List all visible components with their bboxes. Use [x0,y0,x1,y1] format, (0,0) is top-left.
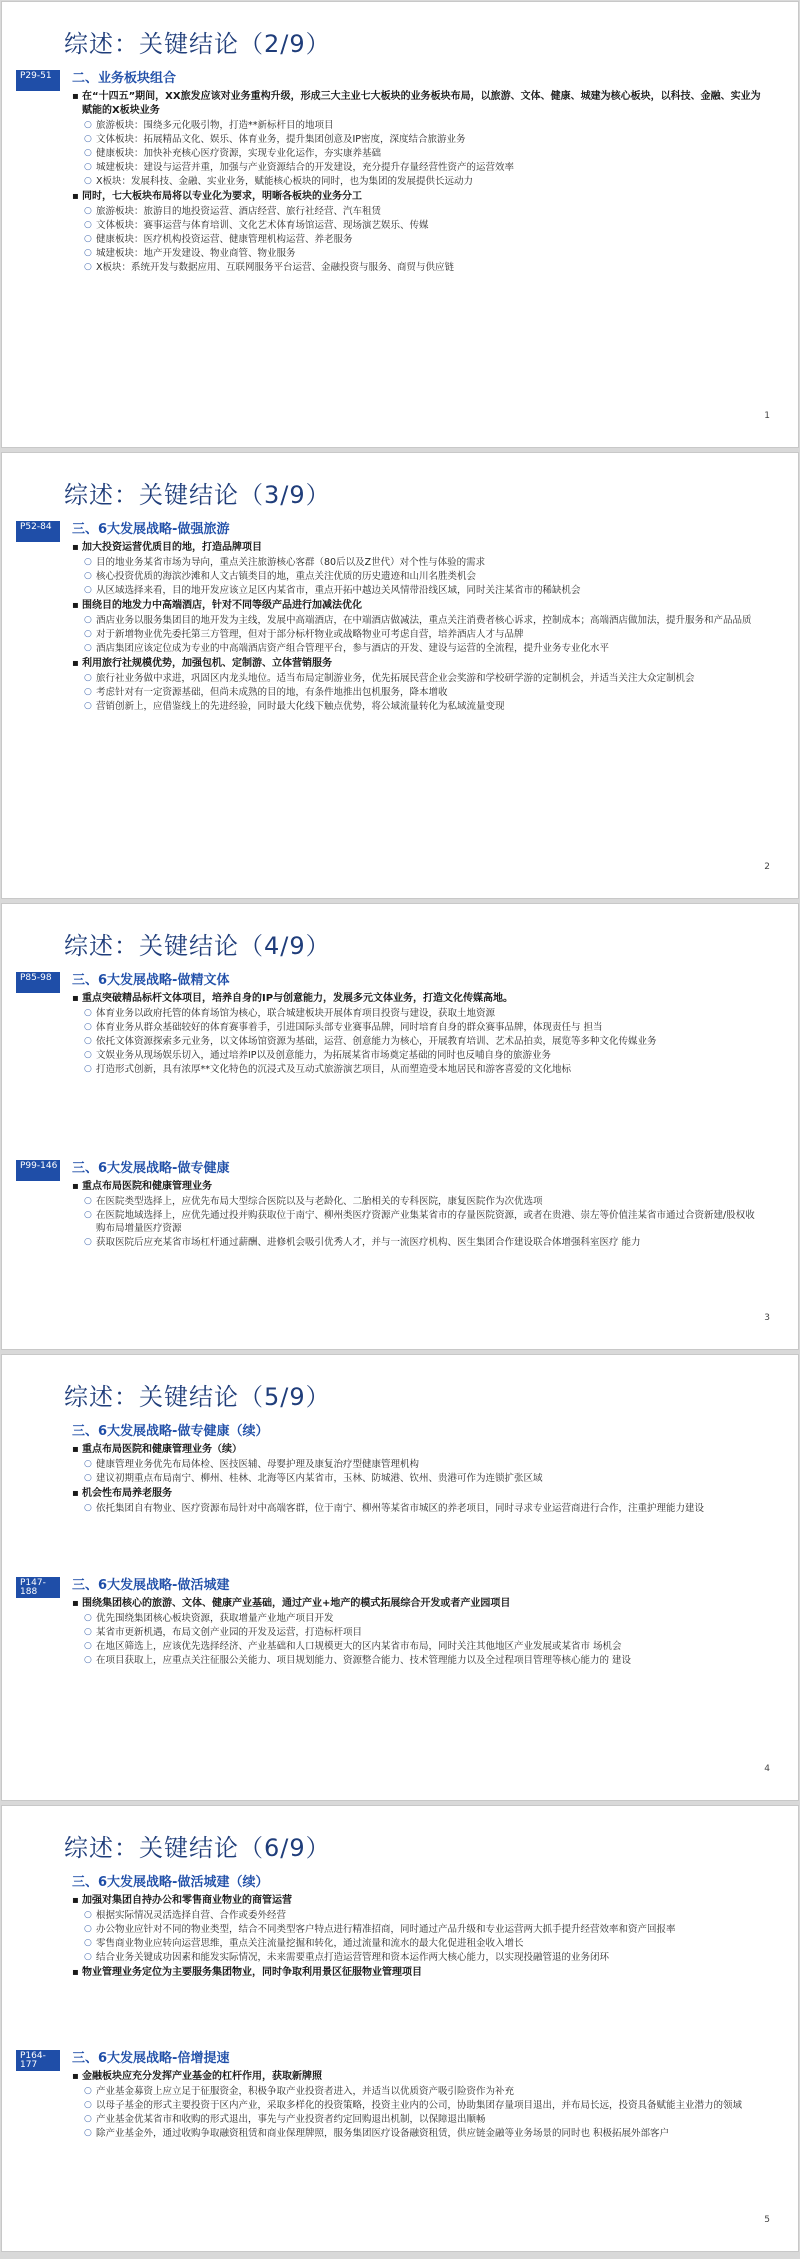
key-point [72,2070,762,2140]
key-points [72,90,762,274]
key-point [72,1180,762,1249]
slide-title: 综述：关键结论（5/9） [64,1383,331,1411]
section [2,2050,798,2141]
section-heading: 三、6大发展战略-做强旅游 [72,522,230,537]
page-range-tag: P85-98 [16,972,60,993]
sub-point: ○ 在项目获取上，应重点关注征服公关能力、项目规划能力、资源整合能力、技术管理能力以及全过程项目管理等核心能力的 建设 [82,1654,762,1667]
sub-point: ○ X板块：发展科技、金融、实业业务，赋能核心板块的同时，也为集团的发展提供长远动力 [82,175,762,188]
key-point [72,541,762,597]
key-point-text: 重点突破精品标杆文体项目，培养自身的IP与创意能力，发展多元文体业务，打造文化传媒高地。 [82,993,514,1004]
key-point [72,657,762,713]
key-point-text: 利用旅行社规模优势，加强包机、定制游、立体营销服务 [82,658,332,669]
slide [2,2,798,447]
key-points [72,992,762,1076]
key-point [72,1597,762,1667]
key-point-text: 物业管理业务定位为主要服务集团物业，同时争取利用景区征服物业管理项目 [82,1967,422,1978]
key-point-text: 加大投资运营优质目的地，打造品牌项目 [82,542,262,553]
section [2,521,798,714]
key-points [72,1443,762,1515]
slide-title: 综述：关键结论（4/9） [64,932,331,960]
section-heading: 三、6大发展战略-做活城建 [72,1578,230,1593]
sub-point: ○ 优先围绕集团核心板块资源，获取增量产业地产项目开发 [82,1612,762,1625]
section [2,1577,798,1668]
sub-point: ○ 建议初期重点布局南宁、柳州、桂林、北海等区内某省市，玉林、防城港、钦州、贵港可作为连锁扩张区域 [82,1472,762,1485]
sub-point: ○ 对于新增物业优先委托第三方管理，但对于部分标杆物业或战略物业可考虑自营，培养酒店人才与品牌 [82,628,762,641]
sub-point: ○ 产业基金优某省市和收购的形式退出，事先与产业投资者约定回购退出机制，以保障退出顺畅 [82,2113,762,2126]
key-points [72,2070,762,2140]
key-point-text: 在“十四五”期间，XX旅发应该对业务重构升级，形成三大主业七大板块的业务板块布局，以旅游、文体、健康、城建为核心板块，以科技、金融、实业为赋能的X板块业务 [82,91,761,116]
key-point-text: 围绕集团核心的旅游、文体、健康产业基础，通过产业+地产的模式拓展综合开发或者产业园项目 [82,1598,511,1609]
key-points [72,1180,762,1249]
sub-point: ○ 根据实际情况灵活选择自营、合作或委外经营 [82,1909,762,1922]
sub-point: ○ 健康板块：医疗机构投资运营、健康管理机构运营、养老服务 [82,233,762,246]
sub-point: ○ X板块：系统开发与数据应用、互联网服务平台运营、金融投资与服务、商贸与供应链 [82,261,762,274]
section-heading: 三、6大发展战略-做活城建（续） [72,1875,269,1890]
sub-point: ○ 在医院地域选择上，应优先通过投并购获取位于南宁、柳州类医疗资源产业集某省市的存量医院资源，或者在贵港、崇左等价值洼某省市通过合资新建/股权收购布局增量医疗资源 [82,1209,762,1235]
section-heading: 三、6大发展战略-倍增提速 [72,2051,230,2066]
sub-point: ○ 健康管理业务优先布局体检、医技医辅、母婴护理及康复治疗型健康管理机构 [82,1458,762,1471]
sub-point: ○ 健康板块：加快补充核心医疗资源，实现专业化运作，夯实康养基础 [82,147,762,160]
key-point [72,1894,762,1964]
sub-point: ○ 某省市更新机遇，布局文创产业园的开发及运营，打造标杆项目 [82,1626,762,1639]
sub-points [82,119,762,188]
section-heading: 二、业务板块组合 [72,71,177,86]
sub-point: ○ 除产业基金外，通过收购争取融资租赁和商业保理牌照，服务集团医疗设备融资租赁，供应链金融等业务场景的同时也 积极拓展外部客户 [82,2127,762,2140]
sub-point: ○ 文娱业务从现场娱乐切入，通过培养IP以及创意能力，为拓展某省市场奠定基础的同时也反哺自身的旅游业务 [82,1049,762,1062]
sub-point: ○ 酒店集团应该定位成为专业的中高端酒店资产组合管理平台，参与酒店的开发、建设与运营的全流程，提升业务专业化水平 [82,642,762,655]
sub-points [82,1502,762,1515]
page-range-tag: P164-177 [16,2050,60,2071]
sub-point: ○ 在医院类型选择上，应优先布局大型综合医院以及与老龄化、二胎相关的专科医院，康复医院作为次优选项 [82,1195,762,1208]
key-point [72,90,762,188]
key-point [72,599,762,655]
sub-point: ○ 从区域选择来看，目的地开发应该立足区内某省市，重点开拓中越边关风情带沿线区域，同时关注某省市的稀缺机会 [82,584,762,597]
key-point [72,992,762,1076]
sub-points [82,556,762,597]
page-number: 3 [764,1313,770,1323]
sub-point: ○ 核心投资优质的海滨沙滩和人文古镇类目的地，重点关注优质的历史遗迹和山川名胜类机会 [82,570,762,583]
sub-point: ○ 旅游板块：围绕多元化吸引物，打造**新标杆目的地项目 [82,119,762,132]
sub-point: ○ 城建板块：建设与运营并重，加强与产业资源结合的开发建设，充分提升存量经营性资产的运营效率 [82,161,762,174]
sub-points [82,1612,762,1667]
sub-point: ○ 体育业务以政府托管的体育场馆为核心，联合城建板块开展体育项目投资与建设，获取土地资源 [82,1007,762,1020]
slide [2,1355,798,1800]
sub-point: ○ 结合业务关键成功因素和能发实际情况，未来需要重点打造运营管理和资本运作两大核心能力，以实现投融管退的业务闭环 [82,1951,762,1964]
key-point-text: 金融板块应充分发挥产业基金的杠杆作用，获取新牌照 [82,2071,322,2082]
key-point-text: 加强对集团自持办公和零售商业物业的商管运营 [82,1895,292,1906]
key-point-text: 机会性布局养老服务 [82,1488,172,1499]
page-range-tag: P29-51 [16,70,60,91]
sub-point: ○ 体育业务从群众基础较好的体育赛事着手，引进国际头部专业赛事品牌，同时培育自身的群众赛事品牌，体现责任与 担当 [82,1021,762,1034]
section [2,1423,798,1516]
page-number: 4 [764,1764,770,1774]
page-range-tag: P52-84 [16,521,60,542]
sub-point: ○ 依托集团自有物业、医疗资源布局针对中高端客群，位于南宁、柳州等某省市城区的养老项目，同时寻求专业运营商进行合作，注重护理能力建设 [82,1502,762,1515]
key-point-text: 同时，七大板块布局将以专业化为要求，明晰各板块的业务分工 [82,191,362,202]
sub-point: ○ 零售商业物业应转向运营思维，重点关注流量挖掘和转化，通过流量和流水的最大化促进租金收入增长 [82,1937,762,1950]
key-point-text: 重点布局医院和健康管理业务（续） [82,1444,242,1455]
section [2,70,798,275]
key-point-text: 围绕目的地发力中高端酒店，针对不同等级产品进行加减法优化 [82,600,362,611]
key-point [72,190,762,274]
sub-point: ○ 在地区筛选上，应该优先选择经济、产业基础和人口规模更大的区内某省市布局，同时关注其他地区产业发展或某省市 场机会 [82,1640,762,1653]
key-point [72,1487,762,1515]
sub-point: ○ 营销创新上，应借鉴线上的先进经验，同时最大化线下触点优势，将公域流量转化为私域流量变现 [82,700,762,713]
key-point [72,1443,762,1485]
section-heading: 三、6大发展战略-做专健康 [72,1161,230,1176]
sub-point: ○ 获取医院后应充某省市场杠杆通过薪酬、进修机会吸引优秀人才，并与一流医疗机构、医生集团合作建设联合体增强科室医疗 能力 [82,1236,762,1249]
sub-point: ○ 酒店业务以服务集团目的地开发为主线，发展中高端酒店，在中端酒店做减法，重点关注消费者核心诉求，控制成本；高端酒店做加法，提升服务和产品品质 [82,614,762,627]
sub-point: ○ 以母子基金的形式主要投资于区内产业，采取多样化的投资策略，投资主业内的公司，协助集团存量项目退出，并布局长远，投资具备赋能主业潜力的领域 [82,2099,762,2112]
key-points [72,541,762,713]
page-number: 5 [764,2215,770,2225]
slide [2,1806,798,2251]
sub-point: ○ 旅游板块：旅游目的地投资运营、酒店经营、旅行社经营、汽车租赁 [82,205,762,218]
key-points [72,1597,762,1667]
section-heading: 三、6大发展战略-做专健康（续） [72,1424,269,1439]
section [2,1874,798,1980]
section [2,972,798,1077]
sub-points [82,2085,762,2140]
key-points [72,1894,762,1980]
page-number: 1 [764,411,770,421]
slide-title: 综述：关键结论（6/9） [64,1834,331,1862]
sub-point: ○ 办公物业应针对不同的物业类型，结合不同类型客户特点进行精准招商，同时通过产品升级和专业运营两大抓手提升经营效率和资产回报率 [82,1923,762,1936]
sub-points [82,614,762,655]
sub-points [82,1909,762,1964]
sub-point: ○ 文体板块：拓展精品文化、娱乐、体育业务，提升集团创意及IP密度，深度结合旅游业务 [82,133,762,146]
sub-points [82,672,762,713]
page-range-tag: P147-188 [16,1577,60,1598]
slide [2,904,798,1349]
slide [2,453,798,898]
sub-points [82,1195,762,1249]
sub-point: ○ 依托文体资源探索多元业务，以文体场馆资源为基础，运营、创意能力为核心，开展教育培训、艺术品拍卖，展览等多种文化传媒业务 [82,1035,762,1048]
slide-title: 综述：关键结论（3/9） [64,481,331,509]
page-range-tag: P99-146 [16,1160,60,1181]
key-point [72,1966,762,1980]
sub-point: ○ 考虑针对有一定资源基础，但尚未成熟的目的地，有条件地推出包机服务，降本增收 [82,686,762,699]
sub-point: ○ 文体板块：赛事运营与体育培训、文化艺术体育场馆运营、现场演艺娱乐、传媒 [82,219,762,232]
sub-point: ○ 城建板块：地产开发建设、物业商管、物业服务 [82,247,762,260]
slide-title: 综述：关键结论（2/9） [64,30,331,58]
page-number: 2 [764,862,770,872]
sub-points [82,1458,762,1485]
section-heading: 三、6大发展战略-做精文体 [72,973,230,988]
sub-point: ○ 打造形式创新，具有浓厚**文化特色的沉浸式及互动式旅游演艺项目，从而塑造受本地居民和游客喜爱的文化地标 [82,1063,762,1076]
sub-point: ○ 旅行社业务做中求进，巩固区内龙头地位。适当布局定制游业务，优先拓展民营企业会奖游和学校研学游的定制机会，并适当关注大众定制机会 [82,672,762,685]
section [2,1160,798,1250]
sub-point: ○ 目的地业务某省市场为导向，重点关注旅游核心客群（80后以及Z世代）对个性与体验的需求 [82,556,762,569]
sub-points [82,1007,762,1076]
key-point-text: 重点布局医院和健康管理业务 [82,1181,212,1192]
sub-point: ○ 产业基金募资上应立足于征服资金，积极争取产业投资者进入，并适当以优质资产吸引险资作为补充 [82,2085,762,2098]
sub-points [82,205,762,274]
